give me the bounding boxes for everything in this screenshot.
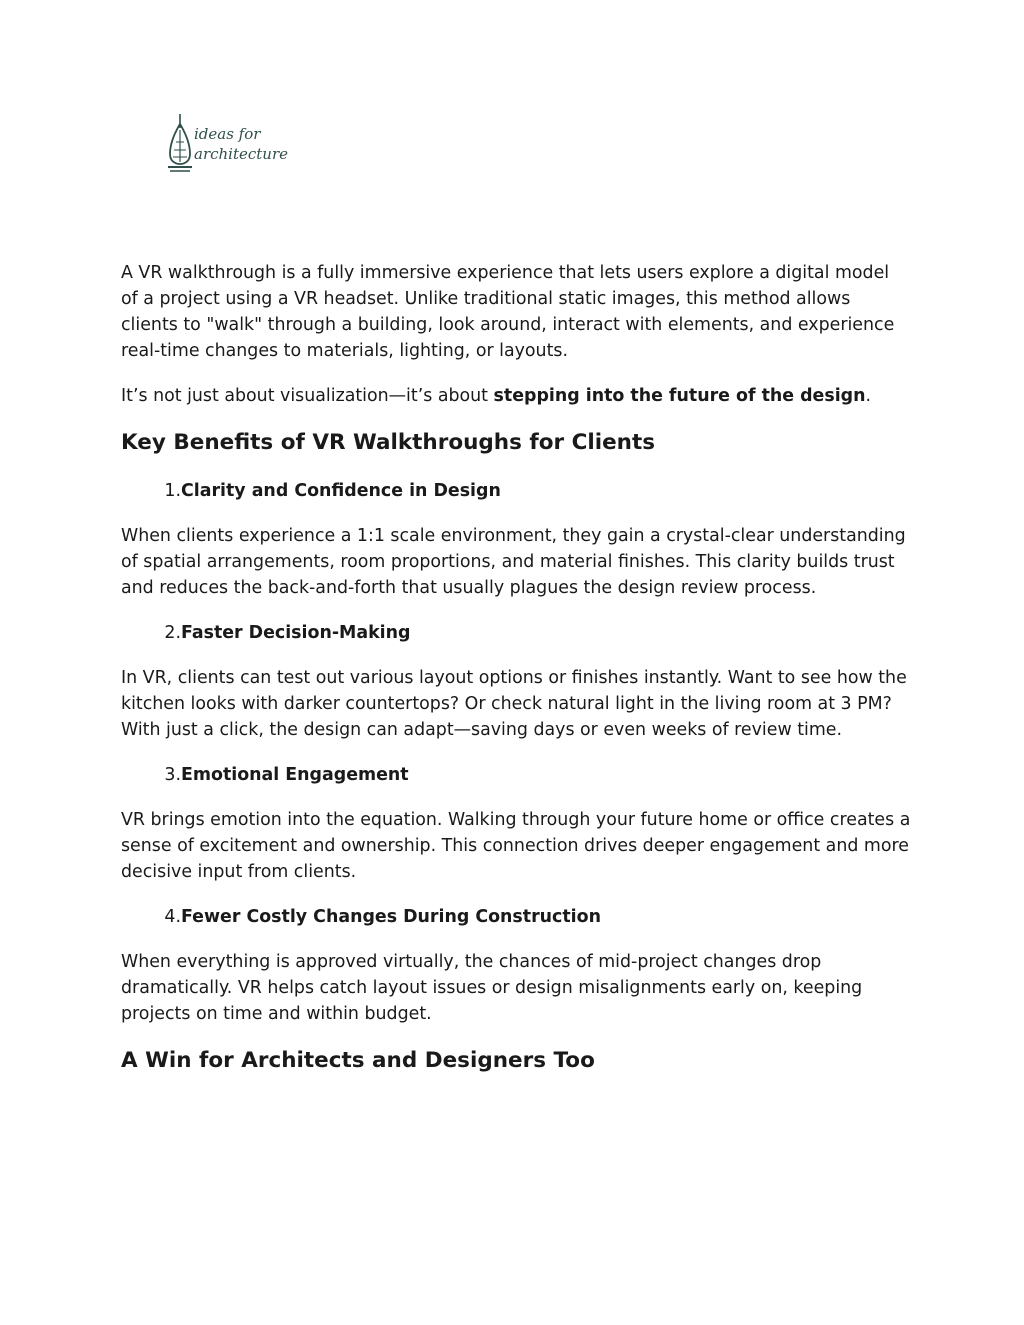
intro-p2-end: .: [865, 386, 872, 406]
list-item: [121, 762, 911, 788]
list-paragraph: In VR, clients can test out various layout options or finishes instantly. Want to see how the kitchen looks with darker countertops? Or check natural light in the living room at 3 PM? With just a click, the design can adapt—saving days or even weeks of review time.: [121, 668, 907, 740]
list-paragraph: VR brings emotion into the equation. Walking through your future home or office creates a sense of excitement and ownership. This connection drives deeper engagement and more decisive input from clients.: [121, 810, 911, 882]
section-heading-architects: A Win for Architects and Designers Too: [121, 1048, 595, 1073]
list-paragraph: When everything is approved virtually, the chances of mid-project changes drop dramatically. VR helps catch layout issues or design misalignments early on, keeping projects on time and within budget.: [121, 952, 863, 1024]
list-number: 1.: [164, 481, 181, 501]
list-item: [121, 904, 911, 930]
intro-paragraph: A VR walkthrough is a fully immersive experience that lets users explore a digital model of a project using a VR headset. Unlike traditional static images, this method allows clients to "walk" through a building, look around, interact with elements, and experience real-time changes to materials, lighting, or layouts.: [121, 263, 895, 361]
logo-wordmark: [194, 124, 288, 164]
list-item: [121, 620, 911, 646]
list-number: 2.: [164, 623, 181, 643]
intro-paragraph-2: [121, 383, 911, 409]
intro-p2-bold: stepping into the future of the design: [493, 386, 866, 406]
list-item: [121, 478, 911, 504]
list-title: Emotional Engagement: [181, 765, 409, 785]
section-heading-benefits: Key Benefits of VR Walkthroughs for Clients: [121, 430, 656, 455]
list-title: Fewer Costly Changes During Construction: [181, 907, 601, 927]
list-title: Clarity and Confidence in Design: [181, 481, 501, 501]
brand-logo: [166, 114, 289, 178]
intro-p2-start: It’s not just about visualization—it’s about: [121, 386, 494, 406]
logo-line-2: architecture: [194, 145, 289, 163]
document-content: [121, 260, 911, 1096]
list-number: 4.: [164, 907, 181, 927]
tower-icon: [166, 114, 194, 178]
list-title: Faster Decision-Making: [181, 623, 411, 643]
list-paragraph: When clients experience a 1:1 scale environment, they gain a crystal-clear understanding of spatial arrangements, room proportions, and material finishes. This clarity builds trust and reduces the back-and-forth that usually plagues the design review process.: [121, 526, 906, 598]
logo-line-1: ideas for: [194, 125, 261, 143]
list-number: 3.: [164, 765, 181, 785]
